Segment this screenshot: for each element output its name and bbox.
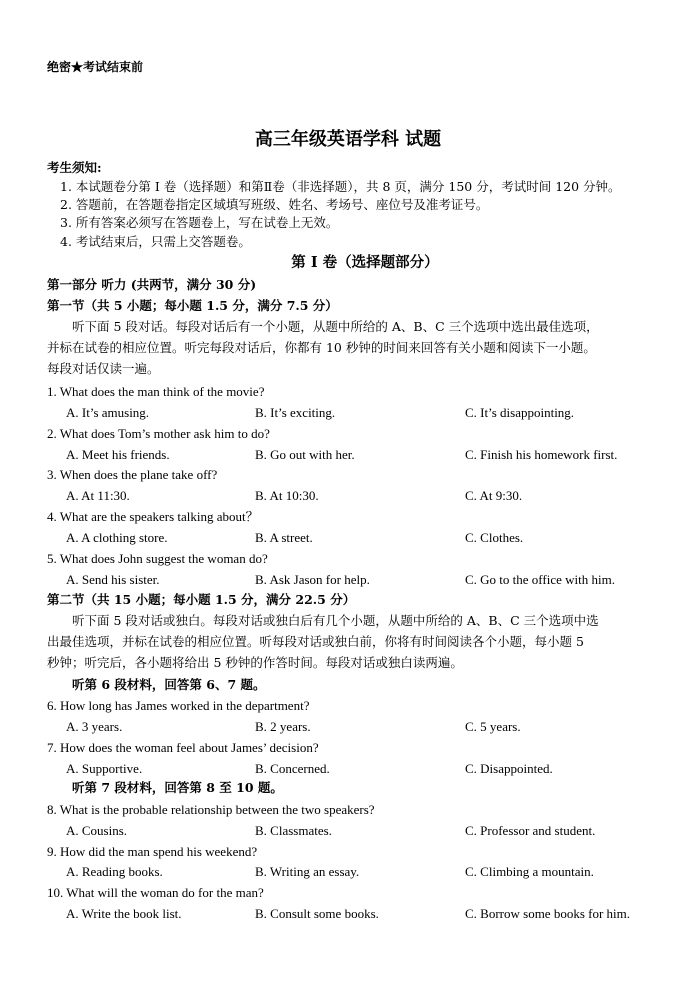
question-3: 3. When does the plane take off? [47, 467, 218, 482]
section-two-sub-heading: 第二节（共 15 小题；每小题 1.5 分，满分 22.5 分） [47, 592, 356, 607]
notice-item: 2. 答题前，在答题卷指定区域填写班级、姓名、考场号、座位号及准考证号。 [60, 197, 489, 212]
option-c: C. 5 years. [465, 719, 521, 734]
material-7-heading: 听第 7 段材料，回答第 8 至 10 题。 [72, 780, 283, 795]
instruction-line: 听下面 5 段对话或独白。每段对话或独白后有几个小题，从题中所给的 A、B、C 三个选项中选 [72, 613, 599, 628]
question-2: 2. What does Tom’s mother ask him to do? [47, 426, 270, 441]
question-7: 7. How does the woman feel about James’ decision? [47, 740, 319, 755]
question-5: 5. What does John suggest the woman do? [47, 551, 268, 566]
option-a: A. Write the book list. [66, 906, 182, 921]
option-b: B. 2 years. [255, 719, 311, 734]
option-b: B. It’s exciting. [255, 405, 336, 420]
question-9: 9. How did the man spend his weekend? [47, 844, 258, 859]
instruction-line: 秒钟；听完后，各小题将给出 5 秒钟的作答时间。每段对话或独白读两遍。 [47, 655, 463, 670]
option-a: A. Reading books. [66, 864, 163, 879]
option-a: A. It’s amusing. [66, 405, 150, 420]
question-4: 4. What are the speakers talking about？ [47, 509, 259, 524]
instruction-line: 每段对话仅读一遍。 [47, 361, 160, 376]
question-6: 6. How long has James worked in the department? [47, 698, 310, 713]
question-8: 8. What is the probable relationship between the two speakers? [47, 802, 375, 817]
option-a: A. Send his sister. [66, 572, 160, 587]
option-b: B. Classmates. [255, 823, 332, 838]
option-b: B. Consult some books. [255, 906, 379, 921]
option-a: A. 3 years. [66, 719, 123, 734]
option-a: A. Supportive. [66, 761, 143, 776]
option-a: A. Meet his friends. [66, 447, 170, 462]
section-one-sub-heading: 第一节（共 5 小题；每小题 1.5 分，满分 7.5 分） [47, 298, 338, 313]
instruction-line: 听下面 5 段对话。每段对话后有一个小题，从题中所给的 A、B、C 三个选项中选出最佳选项， [72, 319, 599, 334]
notice-item: 4. 考试结束后，只需上交答题卷。 [60, 234, 251, 249]
option-c: C. Disappointed. [465, 761, 553, 776]
option-a: A. Cousins. [66, 823, 128, 838]
notice-item: 3. 所有答案必须写在答题卷上，写在试卷上无效。 [60, 215, 339, 230]
option-c: C. Finish his homework first. [465, 447, 618, 462]
option-c: C. Professor and student. [465, 823, 596, 838]
confidential-mark: 绝密★考试结束前 [47, 60, 144, 74]
option-b: B. A street. [255, 530, 313, 545]
question-10: 10. What will the woman do for the man? [47, 885, 264, 900]
option-b: B. Ask Jason for help. [255, 572, 370, 587]
notice-item: 1. 本试题卷分第 I 卷（选择题）和第Ⅱ卷（非选择题），共 8 页，满分 150 分，考试时间 120 分钟。 [60, 179, 621, 194]
option-c: C. At 9:30. [465, 488, 523, 503]
question-1: 1. What does the man think of the movie? [47, 384, 265, 399]
option-c: C. Borrow some books for him. [465, 906, 631, 921]
option-c: C. Climbing a mountain. [465, 864, 594, 879]
option-a: A. A clothing store. [66, 530, 168, 545]
option-b: B. At 10:30. [255, 488, 319, 503]
option-a: A. At 11:30. [66, 488, 130, 503]
option-b: B. Concerned. [255, 761, 330, 776]
option-c: C. It’s disappointing. [465, 405, 575, 420]
option-b: B. Writing an essay. [255, 864, 360, 879]
notice-heading: 考生须知: [47, 160, 102, 175]
option-c: C. Clothes. [465, 530, 524, 545]
part-one-title: 第 I 卷（选择题部分） [291, 254, 439, 271]
option-c: C. Go to the office with him. [465, 572, 615, 587]
instruction-line: 出最佳选项，并标在试卷的相应位置。听每段对话或独白前，你将有时间阅读各个小题，每小题 5 [47, 634, 584, 649]
section-one-heading: 第一部分 听力 (共两节，满分 30 分) [47, 277, 257, 292]
material-6-heading: 听第 6 段材料，回答第 6、7 题。 [72, 677, 266, 692]
option-b: B. Go out with her. [255, 447, 355, 462]
exam-title: 高三年级英语学科 试题 [254, 129, 442, 150]
instruction-line: 并标在试卷的相应位置。听完每段对话后，你都有 10 秒钟的时间来回答有关小题和阅读下一小题。 [47, 340, 596, 355]
